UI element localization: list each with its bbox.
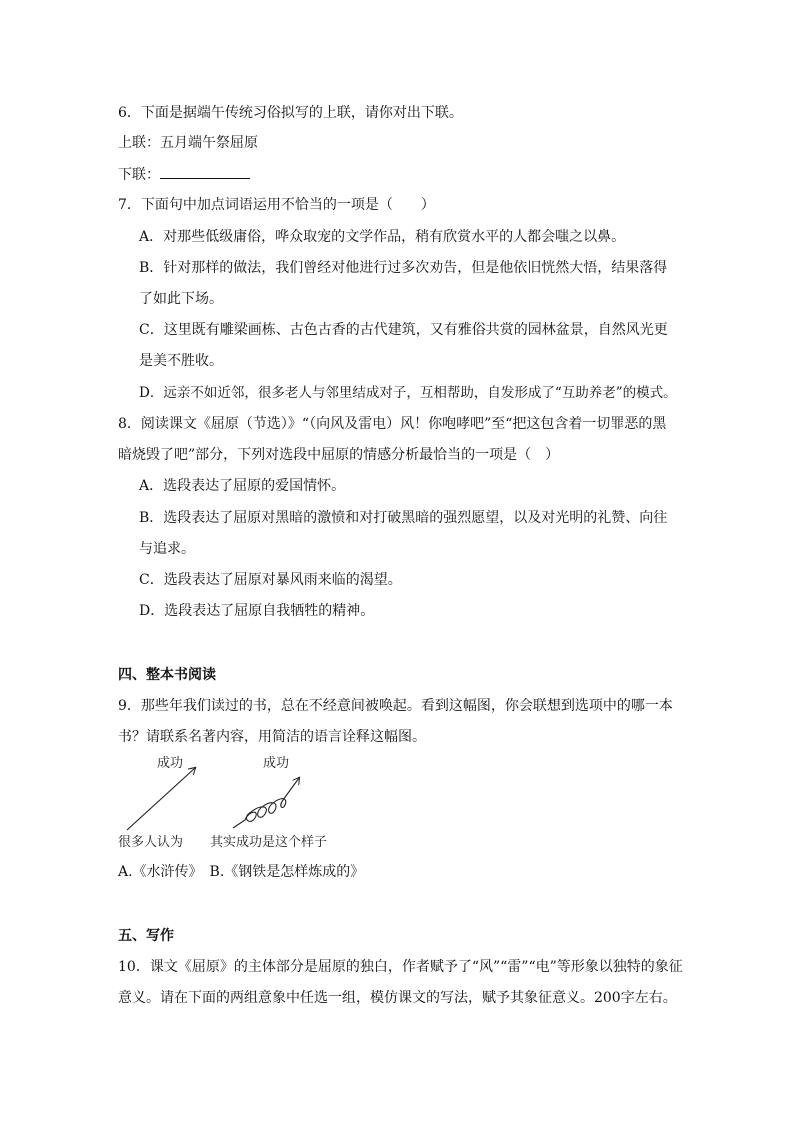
q7-option-b-line1: B．针对那样的做法，我们曾经对他进行过多次劝告，但是他依旧恍然大悟，结果落得 [139,260,668,276]
q9-stem-line1: 9．那些年我们读过的书，总在不经意间被唤起。看到这幅图，你会联想到选项中的哪一本 [118,698,673,714]
q9-stem-line2: 书？请联系名著内容，用简洁的语言诠释这幅图。 [118,729,426,745]
q7-option-a: A．对那些低级庸俗，哗众取宠的文学作品，稍有欣赏水平的人都会嗤之以鼻。 [139,229,626,245]
q8-option-c: C．选段表达了屈原对暴风雨来临的渴望。 [139,572,402,588]
winding-arrow [233,778,299,828]
q8-stem-line1: 8．阅读课文《屈原（节选）》“（向风及雷电）风！你咆哮吧”至“把这包含着一切罪恶的黑 [118,416,667,432]
q7-option-d: D．远亲不如近邻，很多老人与邻里结成对子，互相帮助，自发形成了“互助养老”的模式。 [139,385,677,401]
figure-right-caption: 其实成功是这个样子 [210,835,328,850]
figure-left-success-label: 成功 [157,756,184,771]
q8-option-d: D．选段表达了屈原自我牺牲的精神。 [139,603,375,619]
q6-upper-couplet: 上联：五月端午祭屈原 [118,135,258,151]
q6-lower-label: 下联： [118,167,160,183]
figure-left-caption: 很多人认为 [118,835,184,850]
section-4-heading: 四、整本书阅读 [118,667,216,683]
q6-lower-couplet [118,164,250,185]
q9-options: A.《水浒传》 B.《钢铁是怎样炼成的》 [118,864,365,880]
section-5-heading: 五、写作 [118,928,174,944]
q7-option-c-line2: 是美不胜收。 [139,353,223,369]
q8-option-b-line1: B．选段表达了屈原对黑暗的激愤和对打破黑暗的强烈愿望，以及对光明的礼赞、向往 [139,510,668,526]
straight-arrow [127,768,195,830]
answer-blank [160,164,250,179]
figure-right-success-label: 成功 [263,756,290,771]
success-path-figure [115,760,315,838]
q10-stem-line2: 意义。请在下面的两组意象中任选一组，模仿课文的写法，赋予其象征意义。200字左右。 [118,990,677,1006]
q7-option-b-line2: 了如此下场。 [139,291,223,307]
q6-stem: 6．下面是据端午传统习俗拟写的上联，请你对出下联。 [118,105,463,121]
q7-stem: 7．下面句中加点词语运用不恰当的一项是（ ） [118,197,435,213]
q10-stem-line1: 10．课文《屈原》的主体部分是屈原的独白，作者赋予了“风”“雷”“电”等形象以独特的象征 [118,959,683,975]
q7-option-c-line1: C．这里既有雕梁画栋、古色古香的古代建筑，又有雅俗共赏的园林盆景，自然风光更 [139,322,668,338]
q8-option-a: A．选段表达了屈原的爱国情怀。 [139,478,346,494]
q8-option-b-line2: 与追求。 [139,541,195,557]
q8-stem-line2: 暗烧毁了吧”部分，下列对选段中屈原的情感分析最恰当的一项是（ ） [118,447,560,463]
